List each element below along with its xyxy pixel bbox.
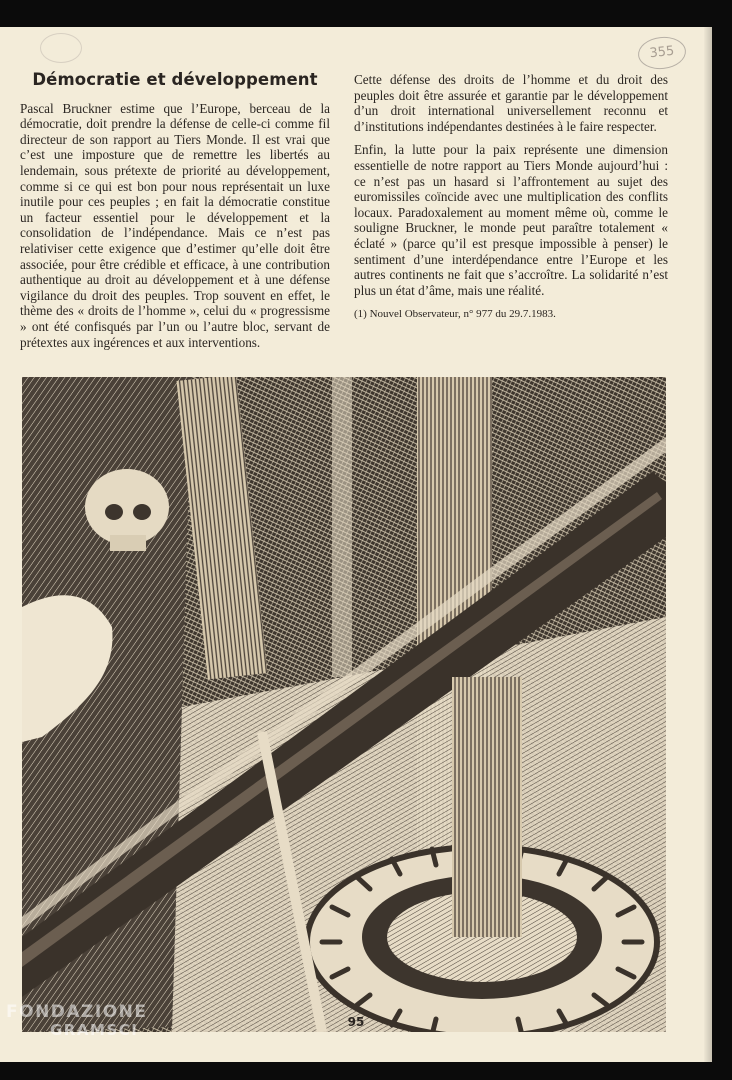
watermark-line-2: GRAMSCI <box>50 1021 139 1039</box>
engraving-illustration <box>22 377 666 1032</box>
article-title: Démocratie et développement <box>32 70 318 89</box>
watermark-line-1: FONDAZIONE <box>6 1002 148 1022</box>
skull-shape <box>85 469 169 545</box>
footnote: (1) Nouvel Observateur, n° 977 du 29.7.1983. <box>354 308 556 321</box>
page-number: 95 <box>347 1015 365 1029</box>
archive-stamp: 355 <box>636 35 687 72</box>
left-paragraph: Pascal Bruckner estime que l’Europe, berceau de la démocratie, doit prendre la défense de celle-ci comme fil directeur de son rapport au Tiers Monde. Il est vrai que c’est une imposture que de remettre les libertés au lendemain, sous prétexte de priorité au développement, comme si ce qui est bon pour nous représentait un luxe inutile pour ces peuples ; en fait la démocratie constitue un facteur essentiel pour le développement et la consolidation de l’indépendance. Mais ce n’est pas relativiser cette exigence que d’estimer qu’elle doit être associée, pour être crédible et efficace, à une contribution authentique au droit au développement et à une défense vigilance du droit des peuples. Trop souvent en effet, le thème des « droits de l’homme », celui du « progressisme » ont été confisqués par l’un ou l’autre bloc, servant de prétextes aux ingérences et aux interventions. <box>20 100 330 350</box>
engraving-artwork <box>22 377 666 1032</box>
left-column <box>20 72 330 358</box>
right-paragraph-1: Cette défense des droits de l’homme et du droit des peuples doit être assurée et garantie par le développement d’un droit international universellement reconnu et d’institutions indépendantes destinées à le faire respecter. <box>354 72 668 134</box>
archive-watermark <box>6 1003 148 1039</box>
faint-stamp-mark <box>40 33 82 63</box>
right-paragraph-2: Enfin, la lutte pour la paix représente une dimension essentielle de notre rapport au Tiers Monde aujourd’hui : ce n’est pas un hasard si l’affrontement au sujet des euromissiles coïncide avec une multiplication des conflits locaux. Paradoxalement au moment même où, comme le souligne Bruckner, le monde peut paraître totalement « éclaté » (parce qu’il est presque impossible à penser) le sentiment d’une interdépendance entre l’Europe et les autres continents ne fait que s’accroître. La solidarité n’est plus un état d’âme, mais une réalité. <box>354 142 668 298</box>
document-page <box>0 27 712 1062</box>
right-column <box>354 72 668 321</box>
